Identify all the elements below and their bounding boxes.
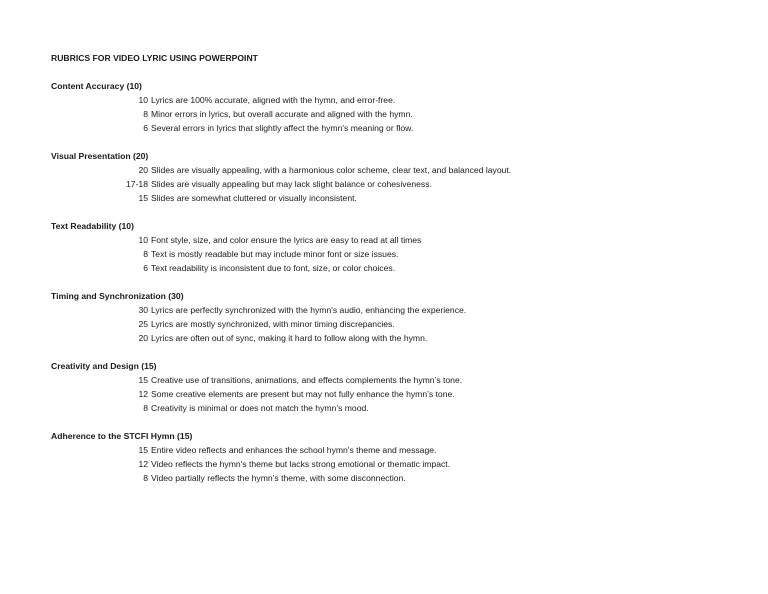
rubric-row [0, 165, 768, 179]
rubric-row [0, 333, 768, 347]
rubric-row [0, 123, 768, 137]
criteria-description: Slides are visually appealing but may lack slight balance or cohesiveness. [151, 179, 432, 189]
document-title: RUBRICS FOR VIDEO LYRIC USING POWERPOINT [51, 53, 258, 63]
rubric-row [0, 179, 768, 193]
criteria-description: Creativity is minimal or does not match the hymn’s mood. [151, 403, 369, 413]
criteria-description: Minor errors in lyrics, but overall accurate and aligned with the hymn. [151, 109, 413, 119]
score-value: 25 [138, 319, 148, 329]
criteria-description: Some creative elements are present but may not fully enhance the hymn’s tone. [151, 389, 455, 399]
score-value: 10 [138, 235, 148, 245]
criteria-description: Text is mostly readable but may include minor font or size issues. [151, 249, 399, 259]
score-value: 15 [138, 445, 148, 455]
score-value: 8 [143, 109, 148, 119]
criteria-description: Entire video reflects and enhances the school hymn's theme and message. [151, 445, 437, 455]
criteria-description: Video reflects the hymn's theme but lacks strong emotional or thematic impact. [151, 459, 451, 469]
rubric-row [0, 305, 768, 319]
score-value: 30 [138, 305, 148, 315]
criteria-description: Slides are somewhat cluttered or visually inconsistent. [151, 193, 357, 203]
score-value: 20 [138, 333, 148, 343]
rubric-row [0, 445, 768, 459]
rubric-row [0, 249, 768, 263]
score-value: 8 [143, 249, 148, 259]
rubric-row [0, 403, 768, 417]
rubric-row [0, 473, 768, 487]
rubric-row [0, 459, 768, 473]
criteria-description: Text readability is inconsistent due to font, size, or color choices. [151, 263, 396, 273]
criteria-description: Creative use of transitions, animations, and effects complements the hymn’s tone. [151, 375, 463, 385]
section-heading: Text Readability (10) [51, 221, 134, 231]
score-value: 8 [143, 403, 148, 413]
score-value: 15 [138, 375, 148, 385]
criteria-description: Font style, size, and color ensure the lyrics are easy to read at all times [151, 235, 422, 245]
section-heading: Content Accuracy (10) [51, 81, 142, 91]
rubric-row [0, 263, 768, 277]
score-value: 17-18 [126, 179, 148, 189]
score-value: 12 [138, 459, 148, 469]
criteria-description: Slides are visually appealing, with a harmonious color scheme, clear text, and balanced layout. [151, 165, 512, 175]
score-value: 6 [143, 123, 148, 133]
score-value: 6 [143, 263, 148, 273]
section-heading: Adherence to the STCFI Hymn (15) [51, 431, 193, 441]
rubric-row [0, 109, 768, 123]
section-heading: Creativity and Design (15) [51, 361, 157, 371]
score-value: 12 [138, 389, 148, 399]
rubric-row [0, 375, 768, 389]
rubric-row [0, 95, 768, 109]
section-heading: Visual Presentation (20) [51, 151, 149, 161]
rubric-row [0, 193, 768, 207]
criteria-description: Lyrics are often out of sync, making it hard to follow along with the hymn. [151, 333, 428, 343]
score-value: 8 [143, 473, 148, 483]
criteria-description: Lyrics are mostly synchronized, with minor timing discrepancies. [151, 319, 395, 329]
criteria-description: Video partially reflects the hymn’s theme, with some disconnection. [151, 473, 406, 483]
score-value: 20 [138, 165, 148, 175]
section-heading: Timing and Synchronization (30) [51, 291, 184, 301]
score-value: 15 [138, 193, 148, 203]
criteria-description: Lyrics are 100% accurate, aligned with the hymn, and error-free. [151, 95, 396, 105]
criteria-description: Lyrics are perfectly synchronized with the hymn's audio, enhancing the experience. [151, 305, 467, 315]
rubric-row [0, 389, 768, 403]
rubric-row [0, 235, 768, 249]
score-value: 10 [138, 95, 148, 105]
rubric-row [0, 319, 768, 333]
criteria-description: Several errors in lyrics that slightly affect the hymn's meaning or flow. [151, 123, 414, 133]
